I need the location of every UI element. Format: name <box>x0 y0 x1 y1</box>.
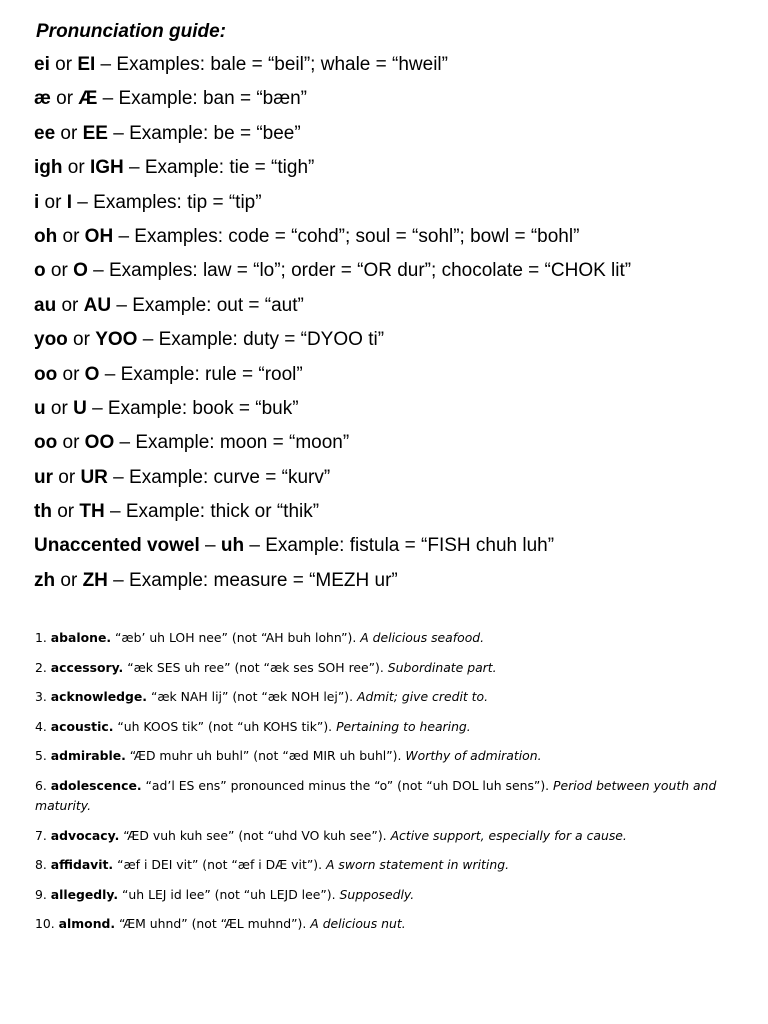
guide-upper: U <box>73 397 87 419</box>
entry-pronunciation: “æb’ uh LOH nee” (not “AH buh lohn”). <box>111 630 361 645</box>
word-entry <box>35 746 735 766</box>
entry-word: almond. <box>58 916 116 932</box>
entry-number: 8. <box>35 857 51 873</box>
entry-word: advocacy. <box>50 827 120 843</box>
guide-sep: or <box>49 54 78 75</box>
guide-lower: i <box>34 191 40 213</box>
entry-definition: Period between youth and maturity. <box>35 777 717 813</box>
word-entry <box>35 776 735 816</box>
guide-row <box>34 364 734 386</box>
guide-row <box>34 535 734 557</box>
guide-upper: I <box>66 191 73 213</box>
entry-number: 7. <box>35 827 51 843</box>
guide-row <box>34 467 734 489</box>
guide-sep: or <box>57 432 85 454</box>
entry-definition: A delicious nut. <box>310 916 406 932</box>
guide-example: – Example: rule = “rool” <box>99 363 303 385</box>
guide-upper: YOO <box>95 329 138 351</box>
word-entry <box>35 855 735 875</box>
entry-pronunciation: “ÆD vuh kuh see” (not “uhd VO kuh see”). <box>119 827 391 843</box>
guide-example: – Examples: code = “cohd”; soul = “sohl”; bowl = “bohl” <box>113 225 580 247</box>
guide-sep: or <box>56 294 84 316</box>
guide-sep: or <box>53 466 81 488</box>
guide-row <box>34 570 734 592</box>
guide-sep: or <box>57 363 85 385</box>
guide-sep: or <box>55 569 83 591</box>
guide-lower: u <box>34 397 46 419</box>
guide-sep: or <box>45 260 74 282</box>
guide-lower: oh <box>34 225 58 247</box>
entry-word: affidavit. <box>50 857 114 873</box>
guide-lower: æ <box>34 88 51 110</box>
guide-sep: or <box>57 225 85 247</box>
guide-lower: yoo <box>34 329 68 351</box>
entry-word: accessory. <box>50 659 124 675</box>
entry-word: acoustic. <box>50 718 114 734</box>
guide-lower: ur <box>34 466 53 488</box>
guide-upper: AU <box>83 294 112 316</box>
guide-title: Pronunciation guide: <box>36 21 226 42</box>
guide-upper: OO <box>84 432 115 454</box>
guide-lower: au <box>34 294 57 316</box>
entry-definition: Active support, especially for a cause. <box>390 827 627 843</box>
entry-word: allegedly. <box>50 886 119 902</box>
entry-number: 6. <box>35 777 51 793</box>
guide-row <box>34 329 734 351</box>
entry-definition: A sworn statement in writing. <box>325 857 510 873</box>
guide-lower: igh <box>34 157 63 179</box>
guide-upper: Æ <box>78 88 98 110</box>
guide-sep: or <box>45 397 74 419</box>
guide-sep: or <box>51 501 80 523</box>
word-entry <box>35 885 735 905</box>
entry-definition: A delicious seafood. <box>360 630 485 645</box>
entry-pronunciation: “ad’l ES ens” pronounced minus the “o” (not “uh DOL luh sens”). <box>141 777 554 793</box>
entry-pronunciation: “æk NAH lij” (not “æk NOH lej”). <box>147 689 358 705</box>
guide-lower: zh <box>34 569 56 591</box>
guide-example: – Example: moon = “moon” <box>114 432 350 454</box>
guide-row <box>34 260 734 282</box>
guide-row <box>34 295 734 317</box>
entry-pronunciation: “uh KOOS tik” (not “uh KOHS tik”). <box>113 718 337 734</box>
guide-example: – Examples: bale = “beil”; whale = “hweil” <box>95 54 448 75</box>
guide-example: – Example: thick or “thik” <box>104 501 320 523</box>
guide-example: – Example: be = “bee” <box>107 122 301 144</box>
guide-example: – Examples: law = “lo”; order = “OR dur”; chocolate = “CHOK lit” <box>87 260 632 282</box>
guide-row <box>34 398 734 420</box>
word-entry <box>35 717 735 737</box>
entry-number: 5. <box>35 748 51 764</box>
word-entry <box>35 687 735 707</box>
entry-word: acknowledge. <box>50 689 147 705</box>
guide-upper: ZH <box>82 569 108 591</box>
guide-row <box>34 88 734 110</box>
guide-row <box>34 432 734 454</box>
guide-sep: or <box>62 157 90 179</box>
guide-row <box>34 192 734 214</box>
guide-lower: ei <box>34 54 50 75</box>
guide-upper: UR <box>80 466 108 488</box>
word-entry <box>35 914 735 934</box>
entry-word: abalone. <box>50 630 112 645</box>
guide-sep: or <box>55 122 83 144</box>
guide-upper: OH <box>84 225 114 247</box>
guide-sep: – <box>199 535 221 557</box>
guide-row <box>34 157 734 179</box>
entry-number: 2. <box>35 659 51 675</box>
guide-example: – Example: measure = “MEZH ur” <box>107 569 398 591</box>
word-entry <box>35 658 735 678</box>
guide-example: – Example: book = “buk” <box>86 397 299 419</box>
entry-pronunciation: “ÆD muhr uh buhl” (not “æd MIR uh buhl”). <box>125 748 406 764</box>
guide-example: – Example: duty = “DYOO ti” <box>137 329 385 351</box>
entry-definition: Pertaining to hearing. <box>336 718 471 734</box>
entry-number: 1. <box>35 630 51 645</box>
entry-pronunciation: “uh LEJ id lee” (not “uh LEJD lee”). <box>118 886 340 902</box>
entry-pronunciation: “æf i DEI vit” (not “æf i DÆ vit”). <box>113 857 326 873</box>
guide-lower: th <box>34 501 52 523</box>
guide-upper: IGH <box>89 157 124 179</box>
entry-pronunciation: “æk SES uh ree” (not “æk ses SOH ree”). <box>123 659 388 675</box>
guide-row <box>34 54 734 76</box>
guide-row <box>34 501 734 523</box>
word-list <box>35 628 735 944</box>
pronunciation-guide-list <box>34 54 734 604</box>
guide-upper: uh <box>220 535 245 557</box>
guide-upper: O <box>84 363 100 385</box>
entry-number: 3. <box>35 689 51 705</box>
entry-number: 10. <box>35 916 59 932</box>
entry-word: adolescence. <box>50 777 142 793</box>
entry-number: 9. <box>35 886 51 902</box>
guide-example: – Examples: tip = “tip” <box>72 191 262 213</box>
guide-example: – Example: tie = “tigh” <box>123 157 315 179</box>
word-entry <box>35 628 735 648</box>
entry-definition: Supposedly. <box>339 886 415 902</box>
guide-lower: o <box>34 260 46 282</box>
entry-definition: Subordinate part. <box>387 659 497 675</box>
guide-example: – Example: curve = “kurv” <box>107 466 331 488</box>
guide-sep: or <box>39 191 67 213</box>
guide-upper: EE <box>82 122 108 144</box>
guide-lower: ee <box>34 122 56 144</box>
entry-definition: Admit; give credit to. <box>357 689 489 705</box>
guide-lower: oo <box>34 363 58 385</box>
guide-row <box>34 123 734 145</box>
guide-sep: or <box>50 88 79 110</box>
guide-upper: EI <box>77 54 96 75</box>
entry-definition: Worthy of admiration. <box>405 748 542 764</box>
guide-example: – Example: fistula = “FISH chuh luh” <box>244 535 555 557</box>
word-entry <box>35 826 735 846</box>
guide-upper: O <box>73 260 88 282</box>
guide-lower: Unaccented vowel <box>34 535 200 557</box>
entry-pronunciation: “ÆM uhnd” (not “ÆL muhnd”). <box>115 916 311 932</box>
guide-sep: or <box>67 329 96 351</box>
entry-number: 4. <box>35 718 51 734</box>
guide-row <box>34 226 734 248</box>
guide-example: – Example: out = “aut” <box>111 294 304 316</box>
entry-word: admirable. <box>50 748 126 764</box>
guide-upper: TH <box>79 501 105 523</box>
guide-example: – Example: ban = “bæn” <box>97 88 307 110</box>
guide-lower: oo <box>34 432 58 454</box>
